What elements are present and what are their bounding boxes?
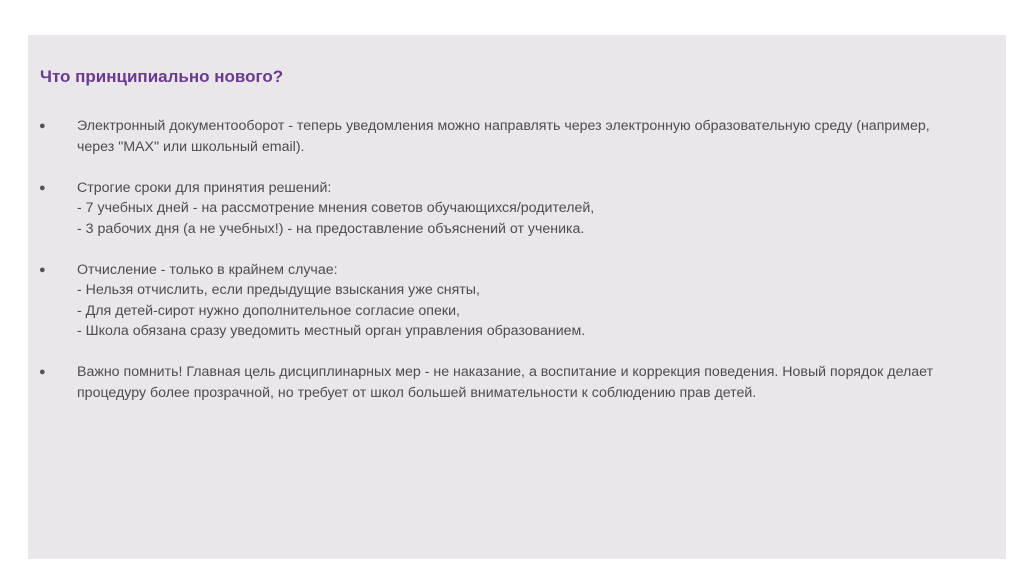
bullet-text-line: процедуру более прозрачной, но требует от школ большей внимательности к соблюдению прав детей. xyxy=(77,384,757,401)
bullet-dot-icon: ● xyxy=(39,120,46,132)
bullet-dot-icon: ● xyxy=(39,366,46,378)
bullet-text-line: - 7 учебных дней - на рассмотрение мнения советов обучающихся/родителей, xyxy=(77,200,595,216)
bullet-text-line: - Школа обязана сразу уведомить местный орган управления образованием. xyxy=(77,323,586,339)
bullet-text-line: через "MAX" или школьный email). xyxy=(77,138,305,155)
bullet-text-line: - 3 рабочих дня (а не учебных!) - на предоставление объяснений от ученика. xyxy=(77,220,585,237)
slide-panel xyxy=(28,35,1006,559)
bullet-text-line: Важно помнить! Главная цель дисциплинарных мер - не наказание, а воспитание и коррекция поведения. Новый порядок делает xyxy=(77,364,934,380)
bullet-text-line: - Для детей-сирот нужно дополнительное согласие опеки, xyxy=(77,302,460,319)
bullet-item xyxy=(28,178,1006,240)
bullet-dot-icon: ● xyxy=(39,181,46,194)
bullet-text-line: Электронный документооборот - теперь уведомления можно направлять через электронную образовательную среду (например, xyxy=(77,118,930,134)
slide-title: Что принципиально нового? xyxy=(40,67,284,86)
bullet-list xyxy=(28,116,1006,424)
bullet-item xyxy=(28,362,1006,403)
bullet-item xyxy=(28,260,1006,342)
bullet-text-line: Отчисление - только в крайнем случае: xyxy=(77,261,338,278)
bullet-dot-icon: ● xyxy=(39,263,46,276)
bullet-text-line: Строгие сроки для принятия решений: xyxy=(77,179,332,196)
bullet-item xyxy=(28,116,1006,157)
bullet-text-line: - Нельзя отчислить, если предыдущие взыскания уже сняты, xyxy=(77,282,480,298)
